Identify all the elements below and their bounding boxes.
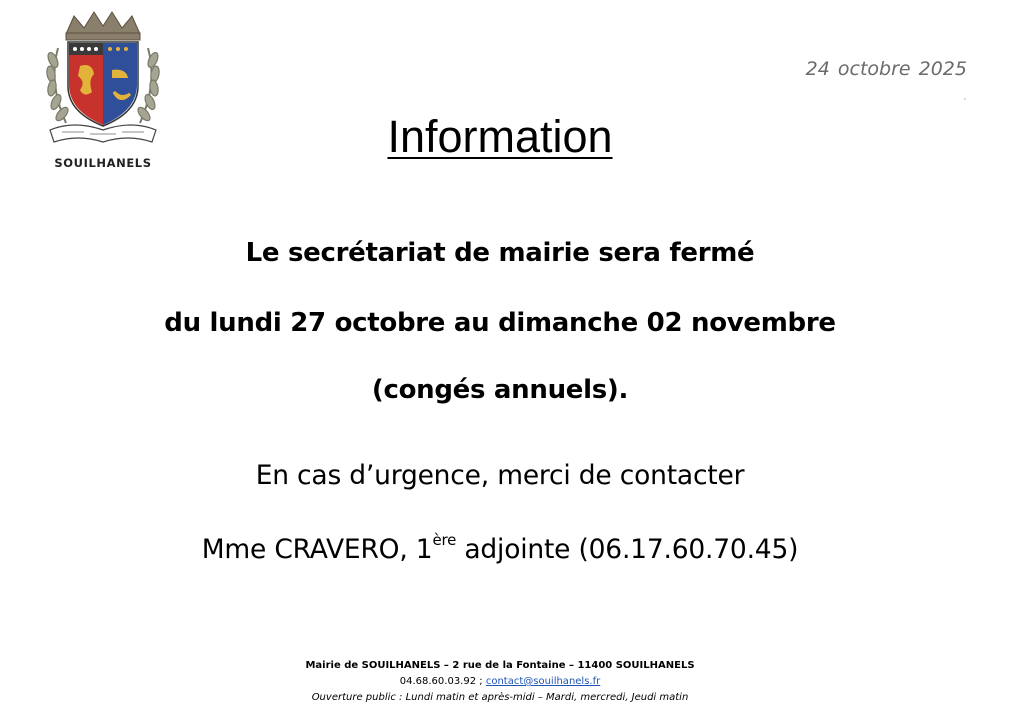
footer-opening-hours: Ouverture public : Lundi matin et après-midi – Mardi, mercredi, Jeudi matin <box>311 692 689 703</box>
footer-phone: 04.68.60.03.92 ; <box>399 676 486 687</box>
page-title: Information <box>387 111 613 162</box>
contact-role-phone: adjointe (06.17.60.70.45) <box>456 534 799 565</box>
closure-dates-line: du lundi 27 octobre au dimanche 02 novembre <box>164 308 836 338</box>
ordinal-superscript: ère <box>432 531 457 549</box>
crest-caption: SOUILHANELS <box>54 156 152 170</box>
footer-contact <box>0 675 1000 689</box>
closure-notice-line: Le secrétariat de mairie sera fermé <box>245 238 755 268</box>
footer-email-link[interactable]: contact@souilhanels.fr <box>485 676 601 687</box>
contact-name-prefix: Mme CRAVERO, 1 <box>201 534 433 565</box>
emergency-contact-intro: En cas d’urgence, merci de contacter <box>255 460 745 491</box>
decorative-dot <box>964 98 966 100</box>
closure-reason-line: (congés annuels). <box>371 375 629 405</box>
emergency-contact-person <box>0 531 1000 565</box>
footer-address: Mairie de SOUILHANELS – 2 rue de la Fontaine – 11400 SOUILHANELS <box>305 660 695 671</box>
document-date: 24 octobre 2025 <box>805 58 967 80</box>
